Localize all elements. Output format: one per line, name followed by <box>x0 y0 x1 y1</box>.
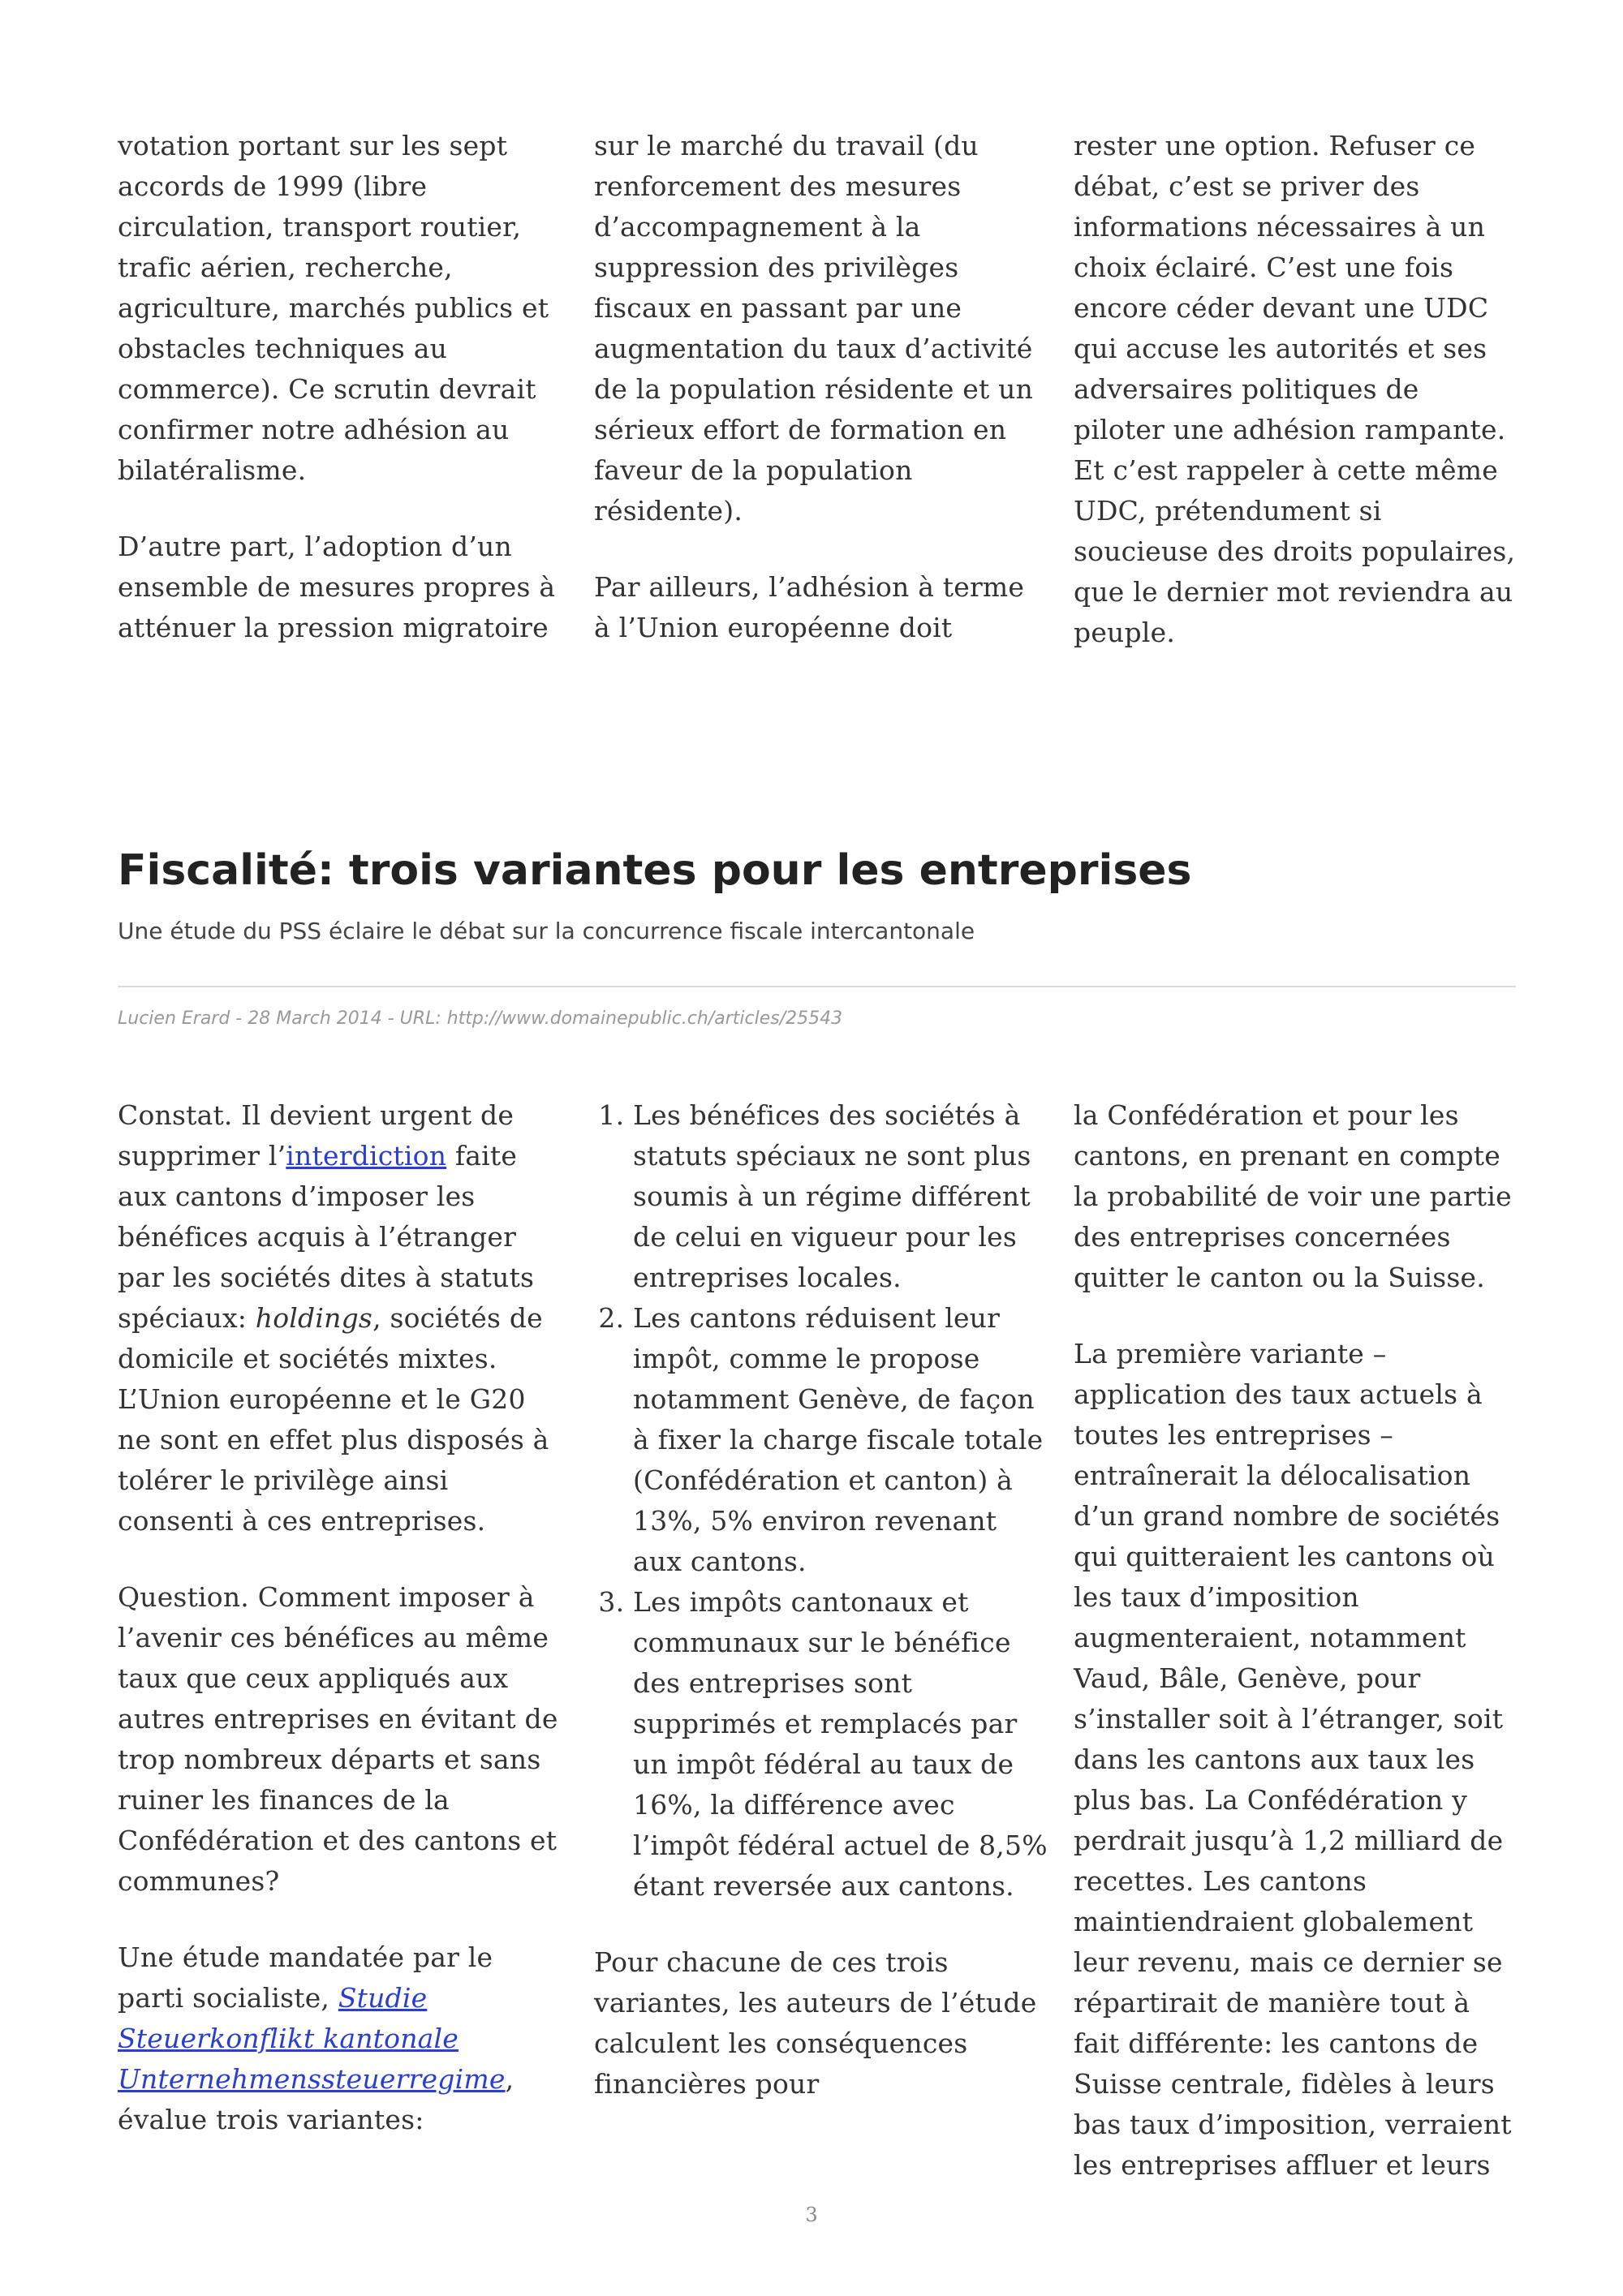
article-column-2 <box>594 1095 1048 2105</box>
paragraph: La première variante – application des taux actuels à toutes les entreprises – entraînerait la délocalisation d’un grand nombre de sociétés qui quitteraient les cantons où les taux d’imposition augmenteraient, notamment Vaud, Bâle, Genève, pour s’installer soit à l’étranger, soit dans les cantons aux taux les plus bas. La Confédération y perdrait jusqu’à 1,2 milliard de recettes. Les cantons maintiendraient globalement leur revenu, mais ce dernier se répartirait de manière tout à fait différente: les cantons de Suisse centrale, fidèles à leurs bas taux d’imposition, verraient les entreprises affluer et leurs <box>1074 1338 1512 2181</box>
text-run: Une étude mandatée par le parti socialiste, <box>118 1941 493 2014</box>
top-column-1 <box>118 126 564 648</box>
paragraph: Pour chacune de ces trois variantes, les auteurs de l’étude calculent les conséquences financières pour <box>594 1946 1037 2100</box>
paragraph: D’autre part, l’adoption d’un ensemble de mesures propres à atténuer la pression migratoire <box>118 531 556 643</box>
text-run: Constat. Il devient urgent de supprimer l’ <box>118 1099 514 1172</box>
top-column-3 <box>1074 126 1516 653</box>
article-byline: Lucien Erard - 28 March 2014 - URL: http://www.domainepublic.ch/articles/25543 <box>118 1008 843 1029</box>
list-item: 1. Les bénéfices des sociétés à statuts spéciaux ne sont plus soumis à un régime différent de celui en vigueur pour les entreprises locales. <box>633 1095 1048 1298</box>
study-link-text: Studie Steuerkonflikt kantonale Unternehmenssteuerregime <box>118 1982 506 2095</box>
top-column-2 <box>594 126 1048 648</box>
article-column-3 <box>1074 1095 1516 2186</box>
paragraph: votation portant sur les sept accords de 1999 (libre circulation, transport routier, trafic aérien, recherche, agriculture, marchés publics et obstacles techniques au commerce). Ce scrutin devrait confirmer notre adhésion au bilatéralisme. <box>118 130 549 486</box>
paragraph: Par ailleurs, l’adhésion à terme à l’Union européenne doit <box>594 571 1025 643</box>
paragraph: la Confédération et pour les cantons, en prenant en compte la probabilité de voir une partie des entreprises concernées quitter le canton ou la Suisse. <box>1074 1099 1512 1293</box>
text-run: , sociétés de domicile et sociétés mixtes. L’Union européenne et le G20 ne sont en effet plus disposés à tolérer le privilège ainsi consenti à ces entreprises. <box>118 1302 549 1537</box>
article-column-1 <box>118 1095 564 2140</box>
page-number: 3 <box>805 2204 818 2226</box>
paragraph <box>118 1937 564 2140</box>
text-run: , évalue trois variantes: <box>118 2063 514 2135</box>
paragraph: rester une option. Refuser ce débat, c’est se priver des informations nécessaires à un choix éclairé. C’est une fois encore céder devant une UDC qui accuse les autorités et ses adversaires politiques de piloter une adhésion rampante. Et c’est rappeler à cette même UDC, prétendument si soucieuse des droits populaires, que le dernier mot reviendra au peuple. <box>1074 130 1516 648</box>
variants-list <box>594 1095 1048 1907</box>
text-run: faite aux cantons d’imposer les bénéfices acquis à l’étranger par les sociétés dites à statuts spéciaux: <box>118 1140 535 1334</box>
paragraph: Question. Comment imposer à l’avenir ces bénéfices au même taux que ceux appliqués aux autres entreprises en évitant de trop nombreux départs et sans ruiner les finances de la Confédération et des cantons et communes? <box>118 1581 558 1897</box>
article-subtitle: Une étude du PSS éclaire le débat sur la concurrence fiscale intercantonale <box>118 918 975 944</box>
article-title: Fiscalité: trois variantes pour les entreprises <box>118 846 1192 895</box>
header-divider <box>118 986 1516 987</box>
list-item: 3. Les impôts cantonaux et communaux sur le bénéfice des entreprises sont supprimés et remplacés par un impôt fédéral au taux de 16%, la différence avec l’impôt fédéral actuel de 8,5% étant reversée aux cantons. <box>633 1582 1048 1907</box>
list-item: 2. Les cantons réduisent leur impôt, comme le propose notamment Genève, de façon à fixer la charge fiscale totale (Confédération et canton) à 13%, 5% environ revenant aux cantons. <box>633 1298 1048 1582</box>
emphasis: holdings <box>255 1302 373 1334</box>
paragraph <box>118 1095 564 1541</box>
paragraph: sur le marché du travail (du renforcement des mesures d’accompagnement à la suppression des privilèges fiscaux en passant par une augmentation du taux d’activité de la population résidente et un sérieux effort de formation en faveur de la population résidente). <box>594 130 1034 527</box>
interdiction-link[interactable]: interdiction <box>286 1140 447 1172</box>
